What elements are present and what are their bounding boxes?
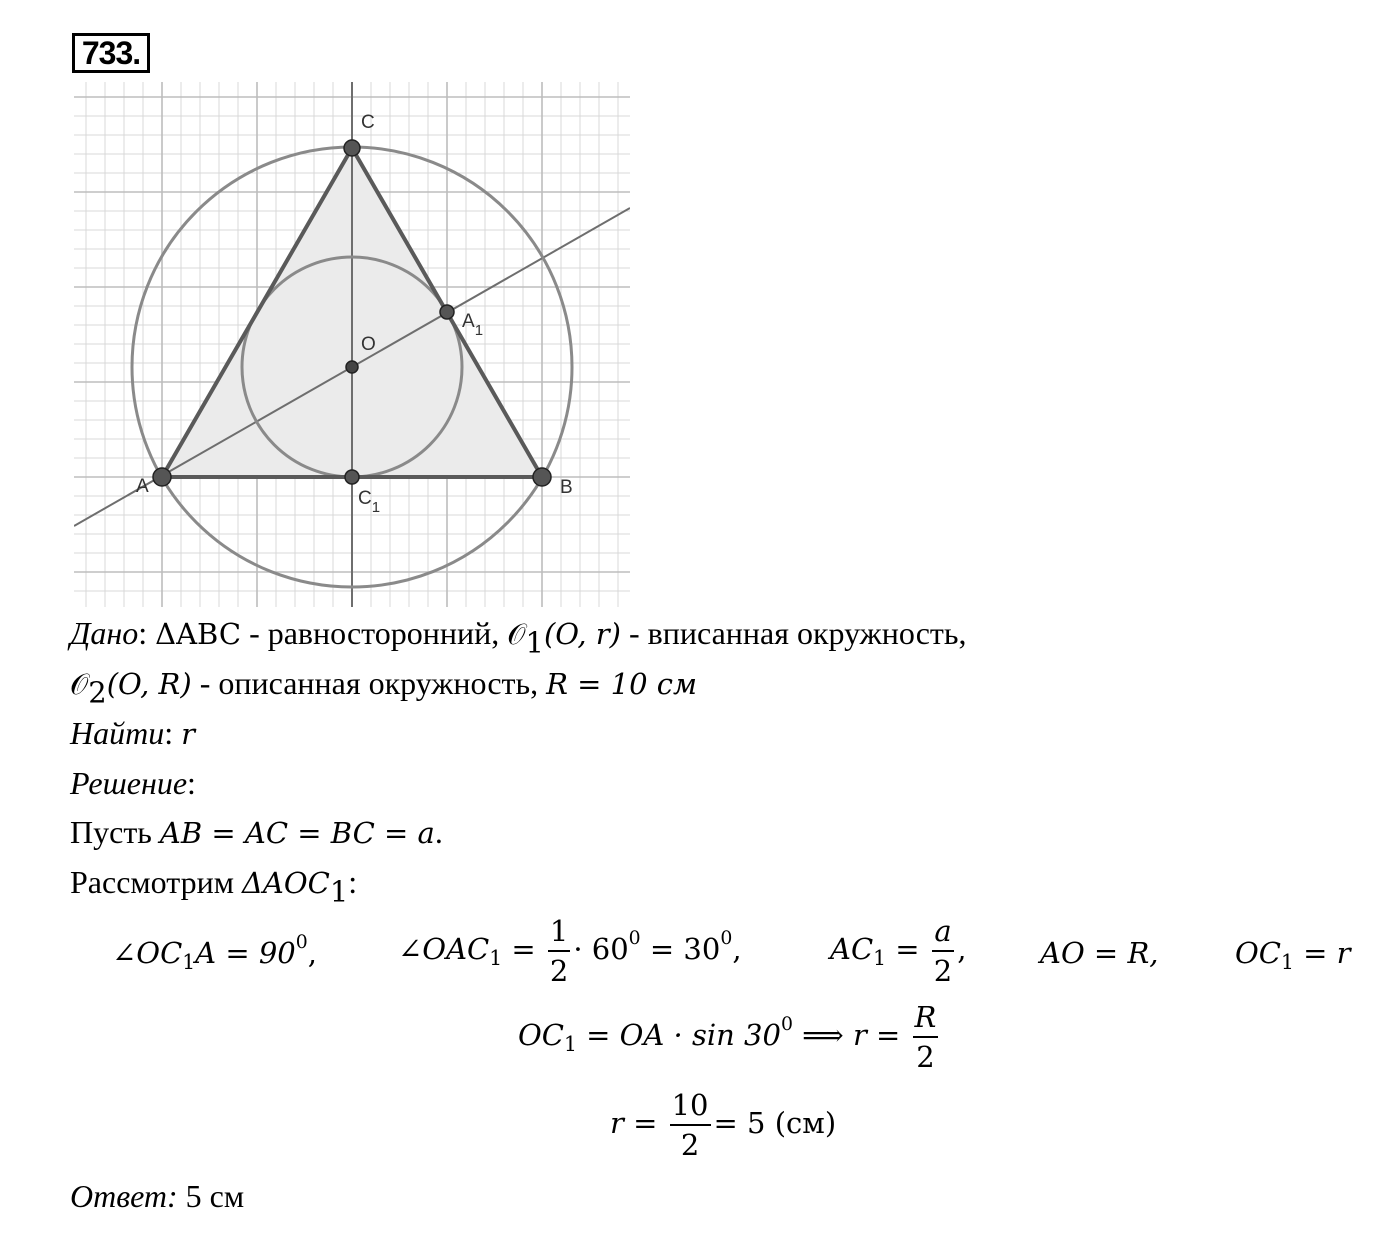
label-o: O <box>361 334 376 355</box>
consider-math: ΔAOC <box>241 866 330 900</box>
equation-result: r = $\frac{10}{2}$ = 5 (см) <box>610 1088 837 1162</box>
fraction-ten-half: $\frac{10}{2}$ <box>671 1088 709 1162</box>
point-c <box>344 140 360 156</box>
point-c1 <box>345 470 359 484</box>
circle-o2-args: (O, R) <box>106 667 192 701</box>
given-radius: R = 10 см <box>546 667 698 701</box>
circle-o1-symbol: 𝒪 <box>507 617 526 651</box>
let-line: Пусть AB = AC = BC = a. <box>70 814 443 850</box>
equation-angle-oac1: $\angle OAC_1$ = $\frac{1}{2}$ · $60^0 = 30^0$, <box>398 914 742 988</box>
equation-angle-oc1a: $\angle OC_1A = 90^0$, <box>112 931 317 975</box>
consider-line: Рассмотрим $\Delta AOC_1$: <box>70 864 358 909</box>
given-label: Дано <box>70 615 139 651</box>
fraction-r-half: $\frac{R}{2}$ <box>914 1000 937 1074</box>
circle-o2-sub: 2 <box>88 675 107 710</box>
circle-o1-args: (O, r) <box>543 617 621 651</box>
answer-value: 5 см <box>177 1178 245 1214</box>
let-math: AB = AC = BC = a <box>159 816 435 850</box>
answer-line <box>70 1176 244 1216</box>
consider-sub: 1 <box>329 874 349 909</box>
let-text: Пусть <box>70 814 160 850</box>
fraction-one-half: $\frac{1}{2}$ <box>549 914 569 988</box>
circle-o1-sub: 1 <box>525 625 544 660</box>
find-line: Найти: r <box>70 715 195 751</box>
point-a <box>153 468 171 486</box>
geometry-figure <box>74 82 630 607</box>
circle-o2-symbol: 𝒪 <box>70 667 89 701</box>
fraction-a-half: $\frac{a}{2}$ <box>933 914 953 988</box>
point-a1 <box>440 305 454 319</box>
given-text-2: - вписанная окружность, <box>620 615 967 651</box>
equation-sine: $OC_1$ = OA · $\sin 30^0$ ⟹ r = $\frac{R}{2}$ <box>518 1000 937 1074</box>
answer-label: Ответ: <box>70 1178 178 1214</box>
problem-number: 733. <box>72 33 150 73</box>
point-o <box>346 361 358 373</box>
solution-label: Решение <box>70 765 188 801</box>
given-triangle: ΔABC <box>155 617 242 651</box>
given-text-3: - описанная окружность, <box>191 665 547 701</box>
consider-text: Рассмотрим <box>70 864 242 900</box>
point-b <box>533 468 551 486</box>
solution-line: Решение: <box>70 765 196 801</box>
label-b: B <box>560 477 573 498</box>
label-c: C <box>361 112 375 133</box>
given-line-2 <box>70 663 698 710</box>
label-a1: $A_1$ <box>462 311 484 339</box>
given-text-1: - равносторонний, <box>241 615 508 651</box>
given-line-1: Дано: ΔABC - равносторонний, 𝒪$_1$(O, r) - вписанная окружность, <box>70 615 967 660</box>
find-value: r <box>181 717 195 751</box>
label-c1: $C_1$ <box>358 488 381 516</box>
equation-ac1: $AC_1$ = $\frac{a}{2}$ , <box>830 914 967 988</box>
label-a: A <box>136 476 149 497</box>
equation-oc1: $OC_1 = r$ <box>1235 936 1351 975</box>
equation-ao: AO = R, <box>1040 936 1159 970</box>
find-label: Найти <box>70 715 165 751</box>
